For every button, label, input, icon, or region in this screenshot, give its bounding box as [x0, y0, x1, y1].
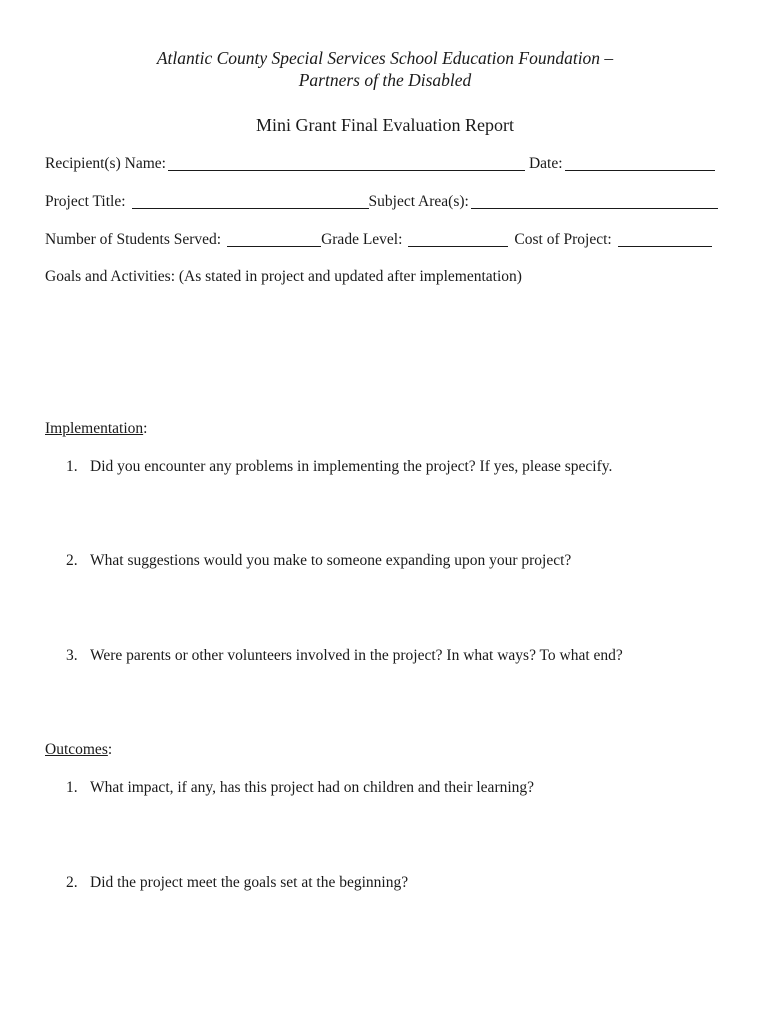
subject-area-field[interactable] [471, 191, 718, 209]
date-label: Date: [528, 155, 563, 172]
implementation-heading [45, 418, 147, 440]
cost-label: Cost of Project: [514, 231, 612, 248]
question-number: 2. [66, 552, 78, 569]
question-text: What impact, if any, has this project had on children and their learning? [90, 779, 535, 796]
students-served-label: Number of Students Served: [45, 231, 222, 248]
outcomes-heading-colon: : [107, 741, 113, 758]
students-served-field[interactable] [227, 229, 321, 247]
question-text: What suggestions would you make to someone expanding upon your project? [90, 552, 572, 569]
question-text: Were parents or other volunteers involved in the project? In what ways? To what end? [90, 647, 623, 664]
recipient-name-field[interactable] [168, 153, 525, 171]
implementation-question-3 [66, 645, 623, 667]
question-number: 1. [66, 779, 78, 796]
question-number: 1. [66, 458, 78, 475]
implementation-heading-colon: : [143, 420, 148, 437]
subject-area-label: Subject Area(s): [368, 193, 469, 210]
students-grade-cost-row [45, 228, 725, 250]
outcomes-question-1 [66, 777, 534, 799]
cost-field[interactable] [618, 229, 712, 247]
question-number: 2. [66, 874, 78, 891]
question-text: Did you encounter any problems in implementing the project? If yes, please specify. [90, 458, 613, 475]
foundation-name-line2: Partners of the Disabled [298, 70, 472, 90]
grade-level-field[interactable] [408, 229, 508, 247]
question-text: Did the project meet the goals set at the beginning? [90, 874, 409, 891]
foundation-name-line1: Atlantic County Special Services School Education Foundation – [156, 48, 614, 68]
report-title: Mini Grant Final Evaluation Report [256, 115, 514, 135]
goals-activities-label: Goals and Activities: (As stated in project and updated after implementation) [45, 268, 522, 285]
recipient-date-row [45, 152, 725, 174]
project-subject-row [45, 190, 725, 212]
implementation-question-2 [66, 550, 571, 572]
outcomes-question-2 [66, 872, 408, 894]
outcomes-heading-text: Outcomes [45, 741, 108, 758]
date-field[interactable] [565, 153, 715, 171]
question-number: 3. [66, 647, 78, 664]
grade-level-label: Grade Level: [321, 231, 403, 248]
project-title-field[interactable] [132, 191, 369, 209]
implementation-question-1 [66, 456, 612, 478]
outcomes-heading [45, 739, 112, 761]
implementation-heading-text: Implementation [45, 420, 144, 437]
project-title-label: Project Title: [45, 193, 126, 210]
recipient-name-label: Recipient(s) Name: [45, 155, 166, 172]
